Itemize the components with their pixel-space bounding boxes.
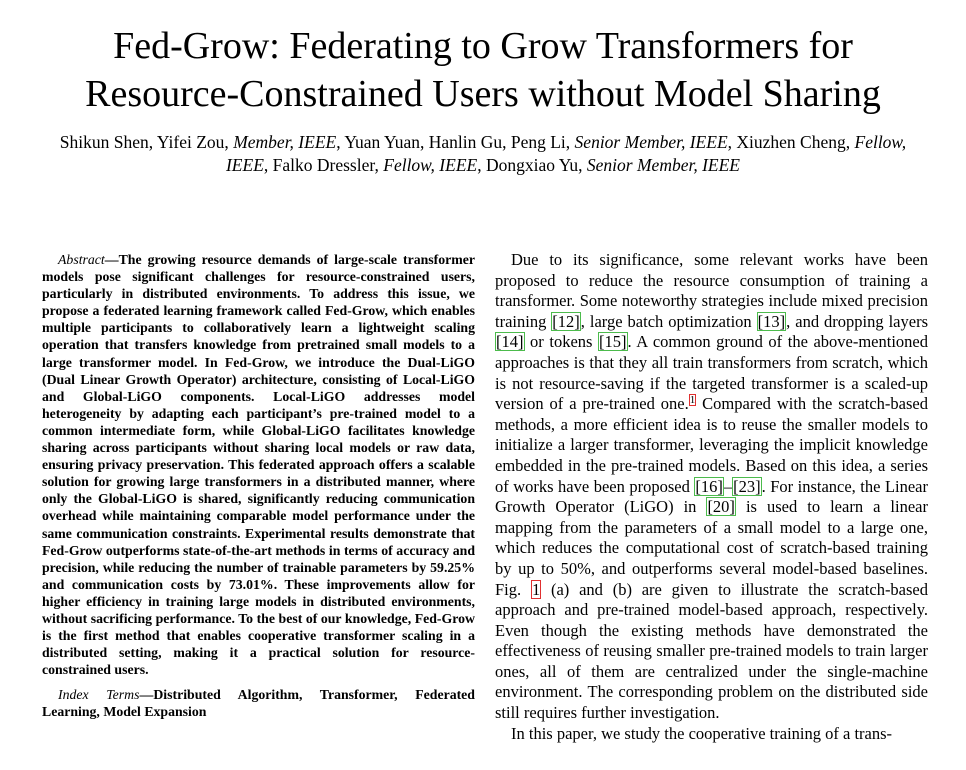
author-names: , Yuan Yuan, Hanlin Gu, Peng Li, [336, 132, 575, 152]
author-list [40, 131, 926, 177]
citation-link[interactable]: [12] [552, 311, 580, 331]
body-text: , large batch optimization [580, 311, 757, 331]
index-terms [42, 686, 475, 720]
abstract-label: Abstract [58, 252, 105, 267]
body-text: or tokens [524, 332, 598, 352]
left-column [42, 251, 475, 721]
index-terms-text: —Distributed Algorithm, Transformer, Federated Learning, Model Expansion [42, 687, 475, 720]
body-text: . For instance, the Linear Growth Operator (LiGO) in [495, 476, 928, 517]
body-text: , and dropping layers [786, 311, 928, 331]
citation-link[interactable]: [15] [599, 332, 627, 352]
body-text: Compared with the scratch-based methods, a more efficient idea is to reuse the smaller models to initialize a larger transformer, leveraging the implicit knowledge embedded in the pre-trained models. Based on this idea, a series of works have been proposed [495, 394, 928, 496]
body-text: . A common ground of the above-mentioned approaches is that they all train transformers from scratch, which is not resource-saving if the targeted transformer is a scaled-up version of a pre-trained one. [495, 332, 928, 414]
body-text: Due to its significance, some relevant works have been proposed to reduce the resource consumption of training a transformer. Some noteworthy strategies include mixed precision training [495, 250, 928, 331]
abstract-text: —The growing resource demands of large-scale transformer models pose significant challenges for resource-constrained users, particularly in distributed environments. To address this issue, we propose a federated learning framework called Fed-Grow, which enables multiple participants to collaboratively learn a lightweight scaling operation that transfers knowledge from pretrained small models to a large transformer model. In Fed-Grow, we introduce the Dual-LiGO (Dual Linear Growth Operator) architecture, consisting of Local-LiGO and Global-LiGO components. Local-LiGO addresses model heterogeneity by adapting each participant’s pre-trained model to a common intermediate form, while Global-LiGO facilitates knowledge sharing across participants without sharing local models or raw data, ensuring privacy preservation. This federated approach offers a scalable solution for growing large transformers in a distributed manner, where only the Global-LiGO is shared, significantly reducing communication overhead while maintaining comparable model performance under the same communication constraints. Experimental results demonstrate that Fed-Grow outperforms state-of-the-art methods in terms of accuracy and precision, while reducing the number of trainable parameters by 59.25% and communication costs by 73.01%. These improvements allow for higher efficiency in training large models in distributed environments, without sacrificing performance. To the best of our knowledge, Fed-Grow is the first method that enables cooperative transformer scaling in a distributed setting, making it a practical solution for resource-constrained users. [42, 252, 475, 678]
author-role: Fellow, IEEE [383, 155, 478, 175]
body-paragraph-1 [495, 250, 928, 724]
body-text: – [723, 476, 733, 496]
citation-link[interactable]: [20] [707, 497, 735, 517]
body-paragraph-2: In this paper, we study the cooperative training of a trans- [511, 723, 893, 743]
figure-link[interactable]: 1 [531, 579, 541, 599]
citation-link[interactable]: [23] [733, 476, 761, 496]
author-role: Senior Member, IEEE [574, 132, 728, 152]
title-line-1: Fed-Grow: Federating to Grow Transformers for [113, 25, 853, 67]
author-names: , Dongxiao Yu, [477, 155, 587, 175]
author-role: Member, IEEE [233, 132, 337, 152]
citation-link[interactable]: [16] [695, 476, 723, 496]
author-names: Shikun Shen, Yifei Zou, [59, 132, 234, 152]
right-column [495, 250, 928, 744]
citation-link[interactable]: [13] [757, 311, 786, 331]
title-line-2: Resource-Constrained Users without Model Sharing [85, 73, 881, 115]
author-names: , Xiuzhen Cheng, [727, 132, 855, 152]
body-text: is used to learn a linear mapping from the parameters of a small model to a large one, which reduces the computational cost of scratch-based training by up to 50%, and outperforms several model-based baselines. Fig. [495, 497, 928, 599]
index-terms-label: Index Terms [58, 687, 140, 703]
author-role: Senior Member, IEEE [586, 155, 740, 175]
paper-title [0, 22, 966, 118]
author-role: Fellow, IEEE [225, 132, 907, 175]
citation-link[interactable]: [14] [496, 332, 524, 352]
author-names: , Falko Dressler, [263, 155, 384, 175]
abstract [42, 251, 475, 678]
footnote-link[interactable]: 1 [689, 393, 696, 406]
body-text: (a) and (b) are given to illustrate the scratch-based approach and pre-trained model-based approach, respectively. Even though the existing methods have demonstrated the effectiveness of reusing smaller pre-trained models to train larger ones, all of them are centralized under the single-machine environment. The corresponding problem on the distributed side still requires further investigation. [495, 579, 929, 723]
